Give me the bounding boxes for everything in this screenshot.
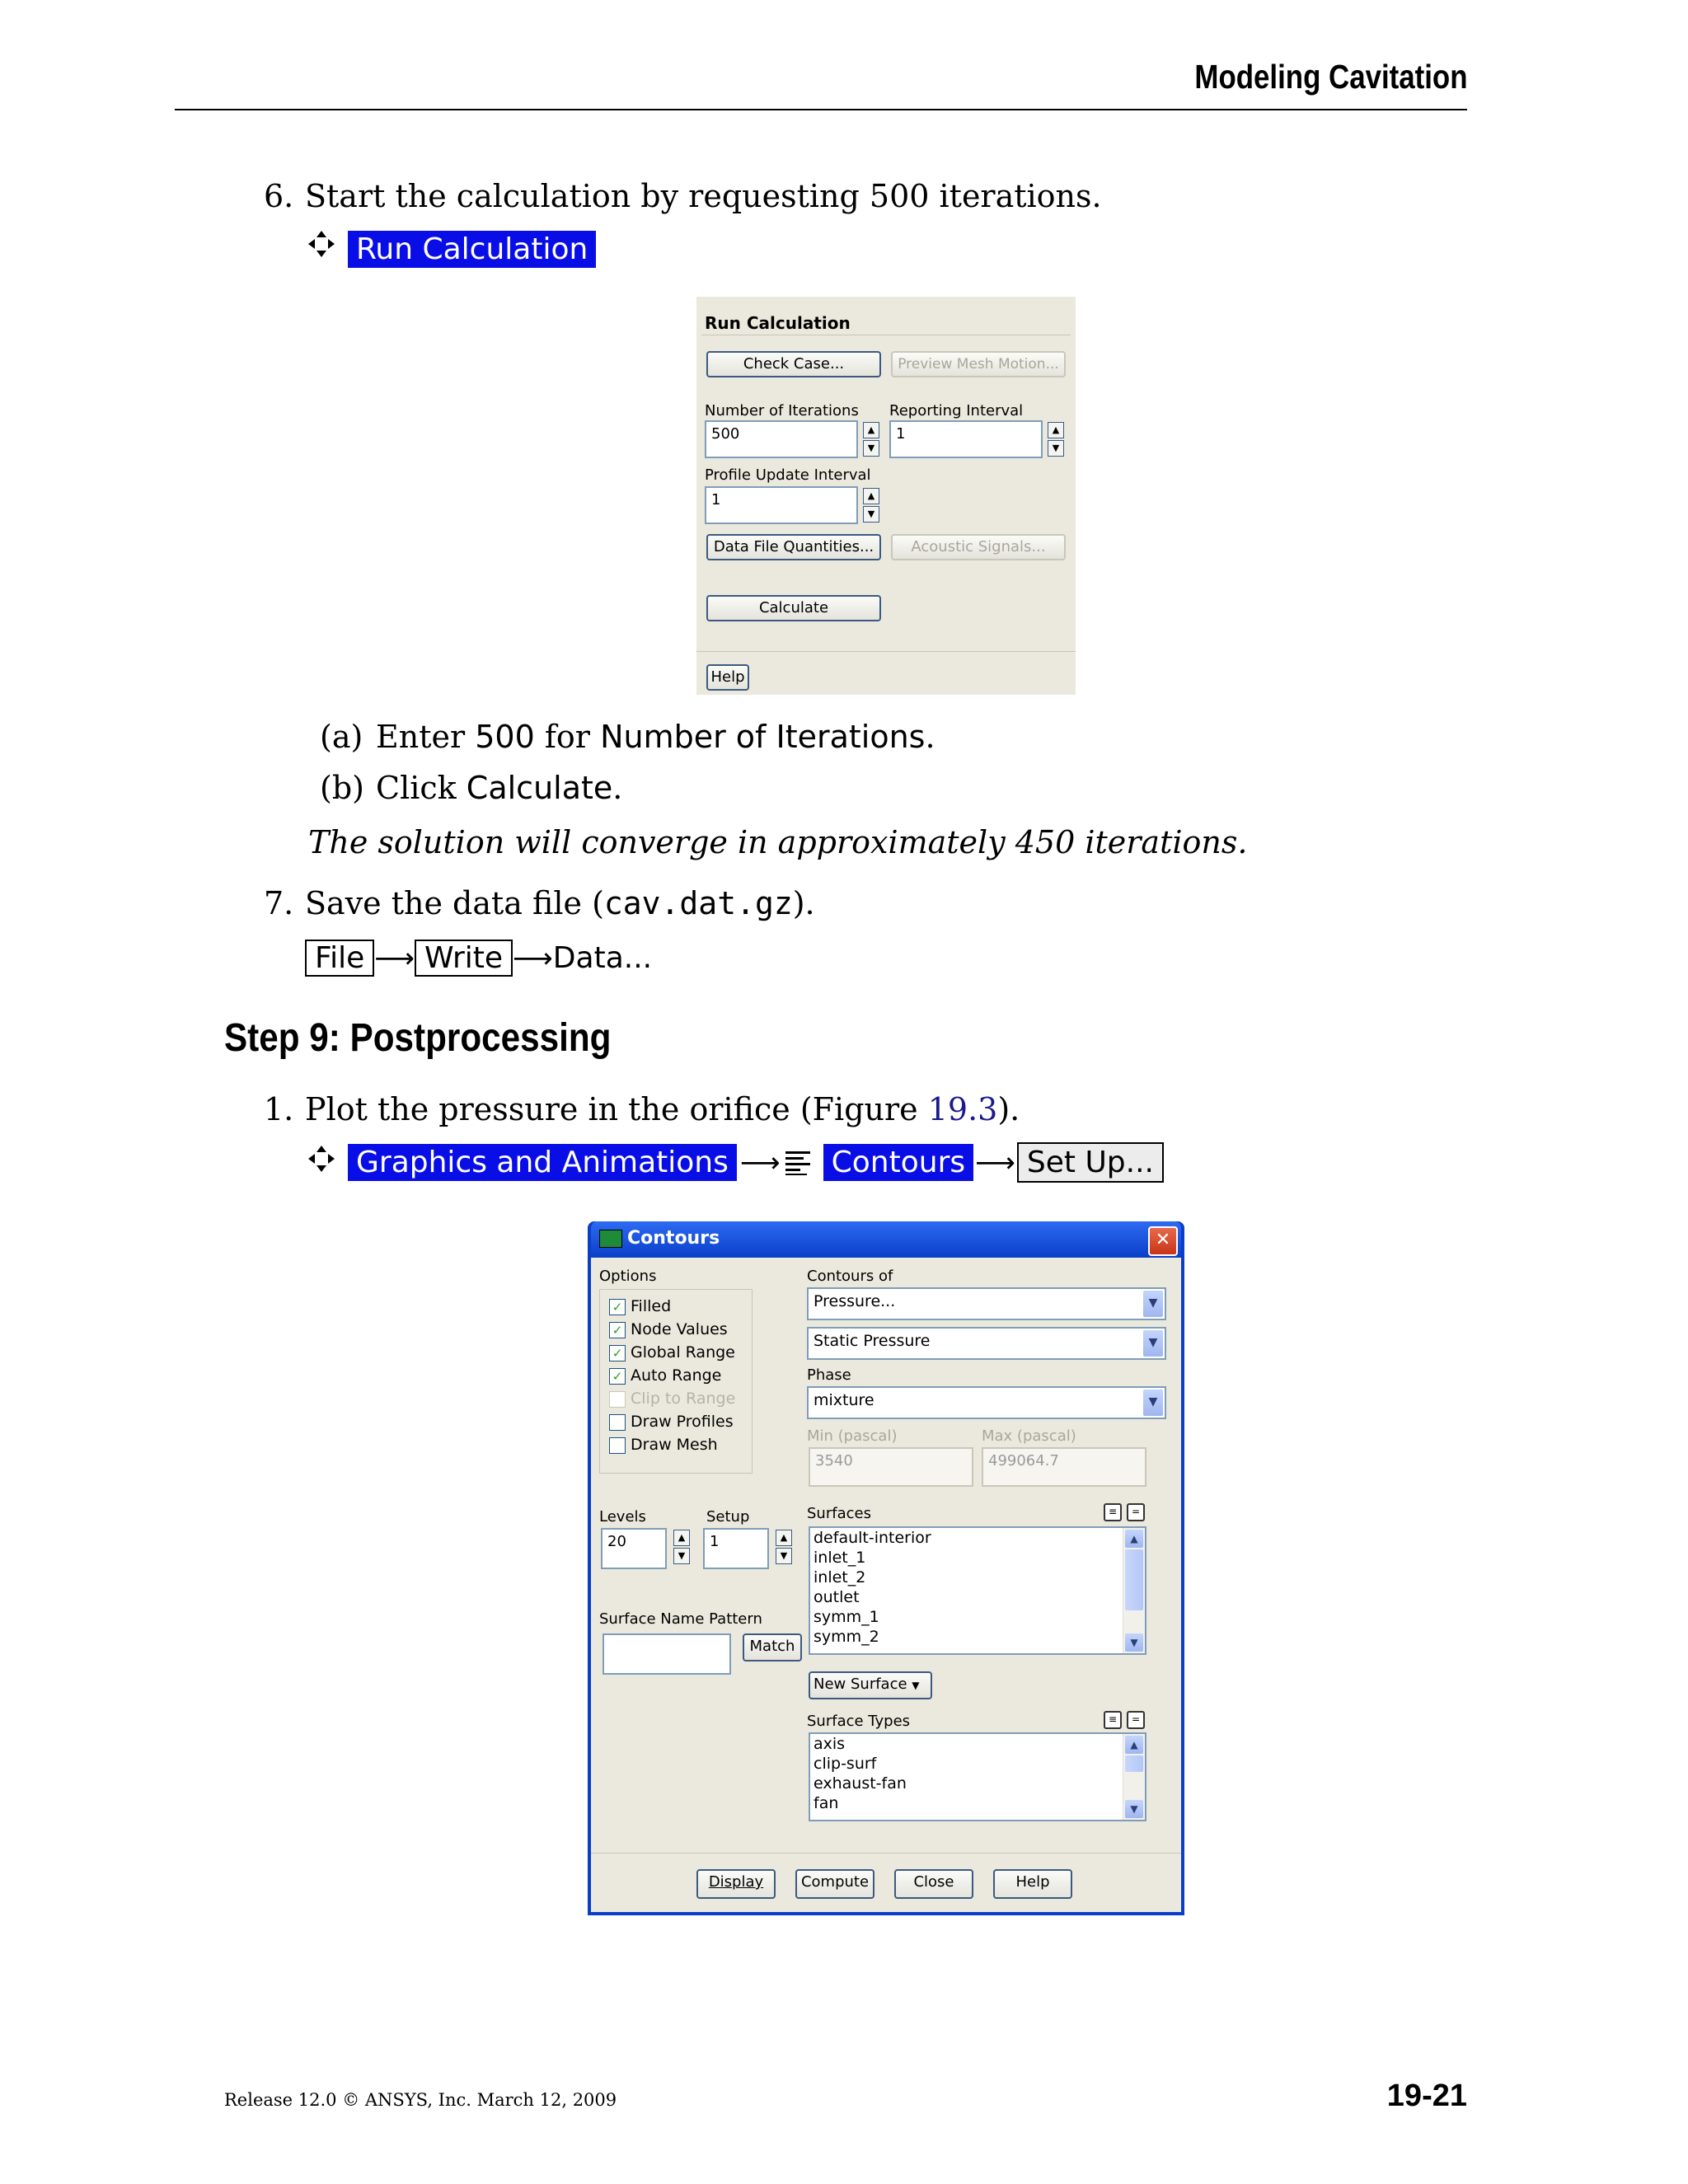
substep-b-pre: Click (376, 770, 457, 806)
phase-select[interactable] (807, 1386, 1166, 1419)
new-surface-label: New Surface (814, 1675, 907, 1693)
substep-b-label: (b) (320, 770, 364, 806)
substep-a-value: 500 (475, 719, 535, 755)
checkbox-box[interactable]: ✓ (609, 1322, 626, 1338)
spin-down-icon[interactable]: ▼ (673, 1548, 690, 1564)
figure-ref-link[interactable]: 19.3 (927, 1091, 998, 1127)
dialog-titlebar (591, 1221, 1181, 1258)
spin-up-icon[interactable]: ▲ (776, 1530, 792, 1546)
draw-mesh-label: Draw Mesh (631, 1436, 718, 1454)
surface-types-label: Surface Types (807, 1713, 911, 1730)
reporting-interval-spinner[interactable] (1048, 422, 1064, 457)
list-item[interactable]: fan (814, 1794, 839, 1812)
check-case-button[interactable]: Check Case... (706, 351, 881, 377)
calculate-button[interactable]: Calculate (706, 595, 881, 621)
list-item[interactable]: symm_2 (814, 1628, 879, 1646)
spin-up-icon[interactable]: ▲ (863, 488, 879, 504)
compute-button[interactable]: Compute (795, 1869, 874, 1899)
contours-of-label: Contours of (807, 1268, 893, 1285)
profile-update-spinner[interactable] (863, 488, 879, 523)
list-item[interactable]: clip-surf (814, 1755, 877, 1773)
spin-up-icon[interactable]: ▲ (1048, 422, 1064, 438)
dialog-title: Contours (627, 1228, 720, 1249)
converge-note: The solution will converge in approximately 450 iterations. (308, 824, 1248, 860)
surfaces-label: Surfaces (807, 1505, 871, 1522)
dialog-body (591, 1258, 1181, 1912)
header-rule (175, 109, 1467, 110)
substep-a-pre: Enter (376, 719, 466, 755)
checkbox-box[interactable]: ✓ (609, 1345, 626, 1361)
substep-b-button: Calculate (466, 770, 613, 806)
substep-b-text (376, 770, 622, 806)
scroll-thumb[interactable] (1125, 1755, 1143, 1772)
scrollbar[interactable] (1123, 1528, 1145, 1653)
menu-file[interactable]: File (305, 940, 374, 977)
surface-types-list[interactable] (809, 1732, 1146, 1821)
move-arrows-icon (307, 229, 336, 259)
contours-dialog (588, 1221, 1184, 1915)
nav-arrow-2: ⟶ (975, 1146, 1015, 1179)
reporting-interval-label: Reporting Interval (889, 402, 1024, 419)
draw-profiles-checkbox[interactable] (609, 1413, 734, 1431)
contours-list-icon (784, 1149, 812, 1177)
help-button[interactable]: Help (993, 1869, 1072, 1899)
step-9-1-text (305, 1091, 1020, 1127)
close-button[interactable]: Close (894, 1869, 973, 1899)
spin-up-icon[interactable]: ▲ (863, 422, 879, 438)
step-9-1-number: 1. (264, 1091, 294, 1127)
graphics-and-animations-nav[interactable]: Graphics and Animations (348, 1144, 737, 1181)
data-file-quantities-button[interactable]: Data File Quantities... (706, 534, 881, 560)
scroll-up-icon[interactable]: ▲ (1125, 1530, 1143, 1548)
checkbox-box[interactable] (609, 1437, 626, 1454)
spin-down-icon[interactable]: ▼ (1048, 440, 1064, 457)
step-6-text: Start the calculation by requesting 500 iterations. (305, 178, 1102, 214)
reporting-interval-input[interactable]: 1 (889, 420, 1043, 458)
scroll-down-icon[interactable]: ▼ (1125, 1800, 1143, 1818)
substep-a-text (376, 719, 935, 755)
menu-data[interactable]: Data... (552, 941, 653, 975)
step-7-text (305, 885, 815, 921)
list-item[interactable]: inlet_1 (814, 1549, 866, 1567)
help-button[interactable]: Help (706, 664, 749, 691)
global-range-checkbox[interactable] (609, 1343, 735, 1361)
global-range-label: Global Range (631, 1343, 735, 1361)
select-all-icon[interactable]: ≡ (1104, 1503, 1122, 1521)
substep-a-label: (a) (320, 719, 363, 755)
panel-title: Run Calculation (705, 313, 851, 333)
file-write-menu-path (305, 940, 652, 977)
set-up-button[interactable]: Set Up... (1017, 1142, 1164, 1183)
node-values-label: Node Values (631, 1320, 728, 1338)
list-item[interactable]: axis (814, 1735, 846, 1753)
contours-nav[interactable]: Contours (823, 1144, 974, 1181)
levels-spinner[interactable] (673, 1530, 690, 1564)
run-calculation-panel (696, 297, 1076, 695)
chevron-down-icon[interactable]: ▼ (1143, 1291, 1163, 1317)
run-calculation-nav[interactable]: Run Calculation (348, 231, 596, 268)
chevron-down-icon[interactable]: ▼ (1143, 1330, 1163, 1357)
acoustic-signals-button: Acoustic Signals... (891, 534, 1066, 560)
step-6-number: 6. (264, 178, 294, 214)
footer-release: Release 12.0 © ANSYS, Inc. March 12, 2009 (224, 2090, 617, 2110)
spin-down-icon[interactable]: ▼ (863, 506, 879, 523)
running-header-title: Modeling Cavitation (1193, 58, 1467, 96)
chevron-down-icon[interactable]: ▼ (1143, 1390, 1163, 1416)
clip-to-range-label: Clip to Range (631, 1390, 736, 1408)
filled-label: Filled (631, 1297, 672, 1315)
list-item[interactable]: default-interior (814, 1529, 931, 1547)
menu-arrow-1: ⟶ (374, 941, 415, 975)
scroll-up-icon[interactable]: ▲ (1125, 1736, 1143, 1754)
list-item[interactable]: symm_1 (814, 1608, 879, 1626)
step-9-1-post: ). (997, 1091, 1020, 1127)
draw-profiles-label: Draw Profiles (631, 1413, 734, 1431)
contours-of-sub-select[interactable] (807, 1327, 1166, 1360)
auto-range-label: Auto Range (631, 1366, 722, 1385)
surfaces-list[interactable] (809, 1526, 1146, 1655)
dropdown-arrow-icon: ▼ (912, 1680, 920, 1691)
iterations-label: Number of Iterations (705, 402, 859, 419)
profile-update-label: Profile Update Interval (705, 466, 871, 484)
spin-up-icon[interactable]: ▲ (673, 1530, 690, 1546)
filled-checkbox[interactable] (609, 1297, 671, 1315)
surface-name-pattern-label: Surface Name Pattern (599, 1610, 762, 1628)
substep-a-mid: for (544, 719, 590, 755)
spin-down-icon[interactable]: ▼ (863, 440, 879, 457)
phase-label: Phase (807, 1366, 851, 1384)
buttons-divider (591, 1853, 1181, 1854)
iterations-input[interactable]: 500 (705, 420, 858, 458)
checkbox-box (609, 1391, 626, 1408)
max-label: Max (pascal) (982, 1427, 1076, 1445)
min-label: Min (pascal) (807, 1427, 898, 1445)
clip-to-range-checkbox (609, 1390, 735, 1408)
step-7-number: 7. (264, 885, 294, 921)
footer-divider (696, 651, 1076, 652)
step-7-post: ). (792, 885, 815, 921)
match-button[interactable]: Match (743, 1633, 802, 1661)
levels-input[interactable]: 20 (601, 1528, 667, 1569)
list-item[interactable]: inlet_2 (814, 1568, 866, 1586)
section-heading: Step 9: Postprocessing (224, 1016, 612, 1060)
contours-of-value: Pressure... (814, 1292, 896, 1310)
scroll-down-icon[interactable]: ▼ (1125, 1633, 1143, 1652)
checkbox-box[interactable] (609, 1414, 626, 1431)
menu-arrow-2: ⟶ (513, 941, 553, 975)
contours-of-sub-value: Static Pressure (814, 1332, 931, 1350)
menu-write[interactable]: Write (415, 940, 513, 977)
spin-down-icon[interactable]: ▼ (776, 1548, 792, 1564)
move-arrows-icon (307, 1144, 336, 1174)
phase-value: mixture (814, 1391, 874, 1409)
preview-mesh-motion-button: Preview Mesh Motion... (891, 351, 1066, 377)
display-button[interactable]: Display (696, 1869, 776, 1899)
levels-label: Levels (599, 1508, 646, 1526)
contours-of-select[interactable] (807, 1287, 1166, 1320)
step-7-filename: cav.dat.gz (603, 885, 793, 921)
deselect-all-icon[interactable]: = (1127, 1503, 1145, 1521)
node-values-checkbox[interactable] (609, 1320, 728, 1338)
iterations-spinner[interactable] (863, 422, 879, 457)
max-field: 499064.7 (982, 1447, 1146, 1487)
step-7-pre: Save the data file ( (305, 885, 604, 921)
close-icon[interactable]: ✕ (1148, 1226, 1178, 1256)
auto-range-checkbox[interactable] (609, 1366, 721, 1385)
nav-arrow-1: ⟶ (739, 1146, 781, 1179)
options-label: Options (599, 1268, 657, 1285)
app-icon (599, 1230, 622, 1248)
step-9-1-pre: Plot the pressure in the orifice (Figure (305, 1091, 928, 1127)
new-surface-button[interactable] (809, 1671, 932, 1699)
setup-label: Setup (706, 1508, 750, 1526)
list-item[interactable]: exhaust-fan (814, 1774, 907, 1793)
checkbox-box[interactable]: ✓ (609, 1368, 626, 1385)
setup-spinner[interactable] (776, 1530, 792, 1564)
min-field: 3540 (809, 1447, 973, 1487)
graphics-nav-path (348, 1142, 1164, 1183)
surface-name-pattern-input[interactable] (603, 1633, 731, 1675)
substep-a-end: . (925, 719, 935, 755)
substep-a-field: Number of Iterations (600, 719, 926, 755)
page-number: 19-21 (1386, 2079, 1467, 2113)
draw-mesh-checkbox[interactable] (609, 1436, 718, 1454)
deselect-all-icon[interactable]: = (1127, 1711, 1145, 1729)
list-item[interactable]: outlet (814, 1588, 860, 1606)
checkbox-box[interactable]: ✓ (609, 1299, 626, 1315)
substep-b-end: . (612, 770, 623, 806)
scroll-thumb[interactable] (1125, 1549, 1143, 1610)
scrollbar[interactable] (1123, 1734, 1145, 1820)
setup-input[interactable]: 1 (703, 1528, 769, 1569)
profile-update-input[interactable]: 1 (705, 486, 858, 524)
select-all-icon[interactable]: ≡ (1104, 1711, 1122, 1729)
